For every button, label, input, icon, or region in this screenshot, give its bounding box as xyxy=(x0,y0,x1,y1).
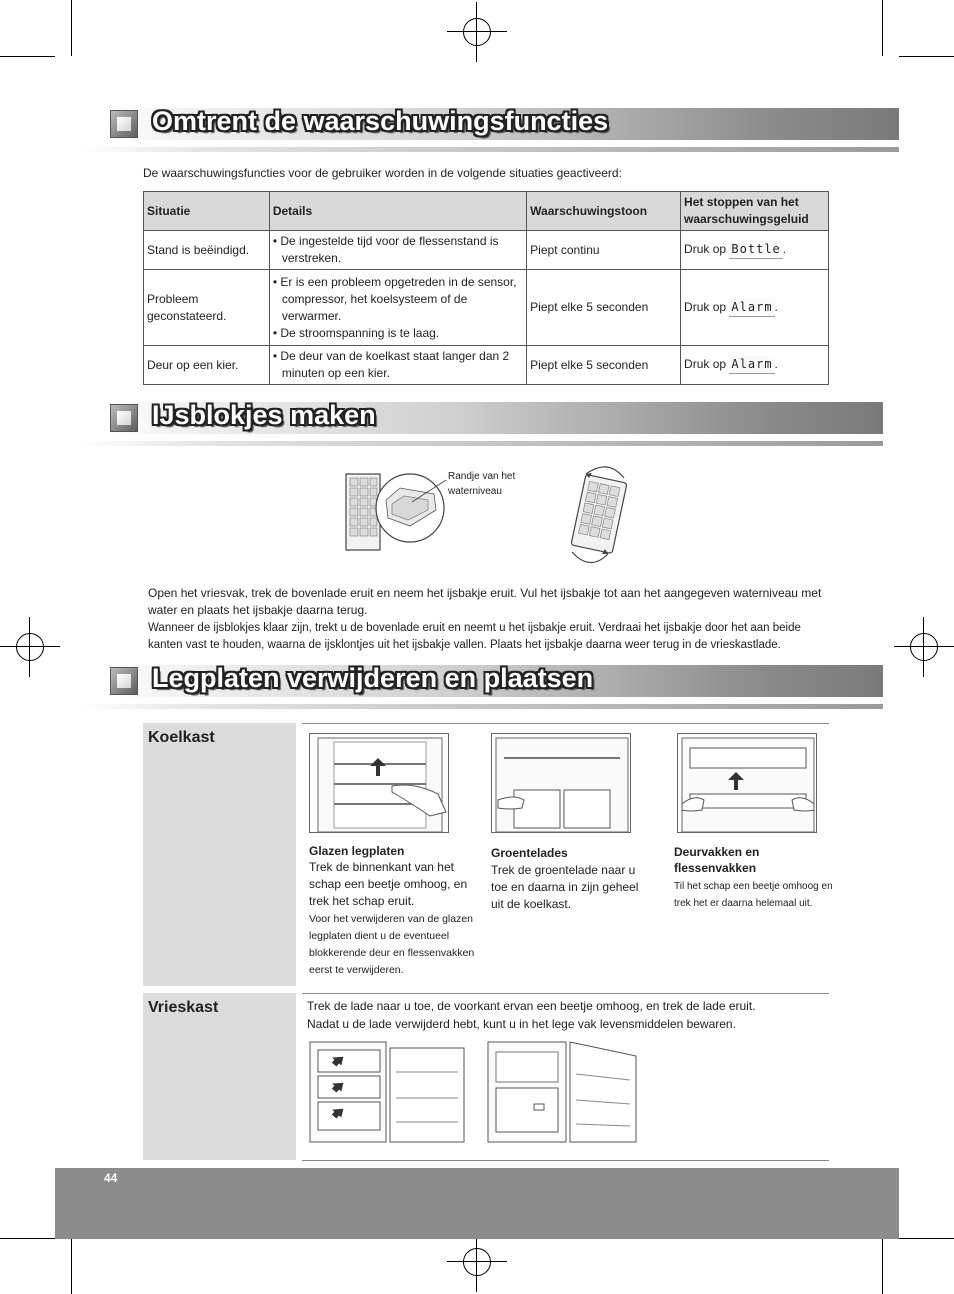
section-title-shelves: Legplaten verwijderen en plaatsen xyxy=(152,663,594,693)
ice-paragraph-1: Open het vriesvak, trek de bovenlade eruit en neem het ijsbakje eruit. Vul het ijsbakje tot aan het aangegeven waterniveau met water en plaats het ijsbakje daarna terug. xyxy=(148,586,822,617)
divider-line xyxy=(302,993,829,994)
table-row xyxy=(144,231,829,270)
vrieskast-line-2: Nadat u de lade verwijderd hebt, kunt u in het lege vak levensmiddelen bewaren. xyxy=(307,1017,736,1031)
caption-drawer-text: Trek de groentelade naar u toe en daarna in zijn geheel uit de koelkast. xyxy=(491,863,639,911)
intro-text: De waarschuwingsfuncties voor de gebruiker worden in de volgende situaties geactiveerd: xyxy=(143,166,622,180)
alarm-key-label: Alarm xyxy=(729,356,774,374)
page-number: 44 xyxy=(104,1171,118,1185)
divider-line xyxy=(302,723,829,724)
cell-situatie: Probleem geconstateerd. xyxy=(144,270,270,346)
section-header-underline xyxy=(80,704,883,709)
table-row xyxy=(144,346,829,385)
cell-toon: Piept elke 5 seconden xyxy=(527,346,681,385)
vrieskast-line-1: Trek de lade naar u toe, de voorkant ervan een beetje omhoog, en trek de lade eruit. xyxy=(307,999,756,1013)
freezer-empty-illustration xyxy=(486,1040,642,1146)
crop-mark xyxy=(0,1238,55,1239)
koelkast-label: Koelkast xyxy=(148,729,215,746)
crop-mark xyxy=(71,0,72,56)
vrieskast-label: Vrieskast xyxy=(148,999,219,1016)
header-details: Details xyxy=(269,192,526,231)
ice-paragraph-2: Wanneer de ijsblokjes klaar zijn, trekt u de bovenlade eruit en neemt u het ijsbakje eruit. Verdraai het ijsbakje door het aan beide kanten vast te houden, waarna de ijsklontjes uit het ijsbakje vallen. Plaats het ijsbakje daarna weer terug in de vrieskastlade. xyxy=(148,622,801,651)
koelkast-label-box xyxy=(143,723,296,986)
caption-drawer-title: Groentelades xyxy=(491,846,568,860)
caption-glass-title: Glazen legplaten xyxy=(309,844,405,858)
registration-mark-top xyxy=(447,2,507,62)
cell-toon: Piept elke 5 seconden xyxy=(527,270,681,346)
section-title-warnings: Omtrent de waarschuwingsfuncties xyxy=(152,106,609,136)
registration-mark-right xyxy=(894,617,954,677)
crop-mark xyxy=(0,56,55,57)
alarm-key-label: Alarm xyxy=(729,299,774,317)
detail-item: • De stroomspanning is te laag. xyxy=(272,325,440,340)
freezer-drawers-illustration xyxy=(308,1040,468,1146)
crop-mark xyxy=(899,56,954,57)
divider-line xyxy=(302,1160,829,1161)
registration-mark-bottom xyxy=(447,1232,507,1292)
cell-details xyxy=(269,270,526,346)
water-level-label: Randje van het waterniveau xyxy=(448,471,516,497)
caption-glass-text: Trek de binnenkant van het schap een beetje omhoog, en trek het schap eruit. xyxy=(309,860,468,908)
section-square-icon xyxy=(110,110,138,138)
caption-door-title: Deurvakken en flessenvakken xyxy=(674,845,760,875)
cell-situatie: Stand is beëindigd. xyxy=(144,231,270,270)
cell-stop: Druk op Bottle . xyxy=(681,231,829,270)
detail-item: • De deur van de koelkast staat langer dan 2 minuten op een kier. xyxy=(272,349,510,380)
section-header-underline xyxy=(80,441,883,446)
section-square-icon xyxy=(110,404,138,432)
cell-stop: Druk op Alarm . xyxy=(681,270,829,346)
header-toon: Waarschuwingstoon xyxy=(527,192,681,231)
bottle-key-label: Bottle xyxy=(729,241,782,259)
crop-mark xyxy=(899,1238,954,1239)
cell-situatie: Deur op een kier. xyxy=(144,346,270,385)
caption-door-text: Til het schap een beetje omhoog en trek het er daarna helemaal uit. xyxy=(674,881,833,909)
cell-stop: Druk op Alarm . xyxy=(681,346,829,385)
vrieskast-label-box xyxy=(143,993,296,1160)
section-title-ice: IJsblokjes maken xyxy=(152,400,376,430)
header-stop: Het stoppen van het waarschuwingsgeluid xyxy=(681,192,829,231)
detail-item: • Er is een probleem opgetreden in de sensor, compressor, het koelsysteem of de verwarmer. xyxy=(272,274,517,323)
glass-shelf-illustration xyxy=(309,733,449,833)
table-header-row xyxy=(144,192,829,231)
warning-table xyxy=(143,191,829,385)
cell-details xyxy=(269,231,526,270)
crop-mark xyxy=(882,0,883,56)
footer-bar xyxy=(55,1168,899,1239)
section-header-underline xyxy=(80,147,899,152)
door-shelf-illustration xyxy=(677,733,817,833)
detail-item: • De ingestelde tijd voor de flessenstand is verstreken. xyxy=(272,234,499,265)
cell-details xyxy=(269,346,526,385)
cell-toon: Piept continu xyxy=(527,231,681,270)
crop-mark xyxy=(882,1238,883,1294)
table-row xyxy=(144,270,829,346)
section-square-icon xyxy=(110,667,138,695)
vegetable-drawer-illustration xyxy=(491,733,631,833)
registration-mark-left xyxy=(0,617,60,677)
crop-mark xyxy=(71,1238,72,1294)
caption-glass-note: Voor het verwijderen van de glazen legplaten dient u de eventueel blokkerende deur en flessenvakken eerst te verwijderen. xyxy=(309,913,475,976)
header-situatie: Situatie xyxy=(144,192,270,231)
